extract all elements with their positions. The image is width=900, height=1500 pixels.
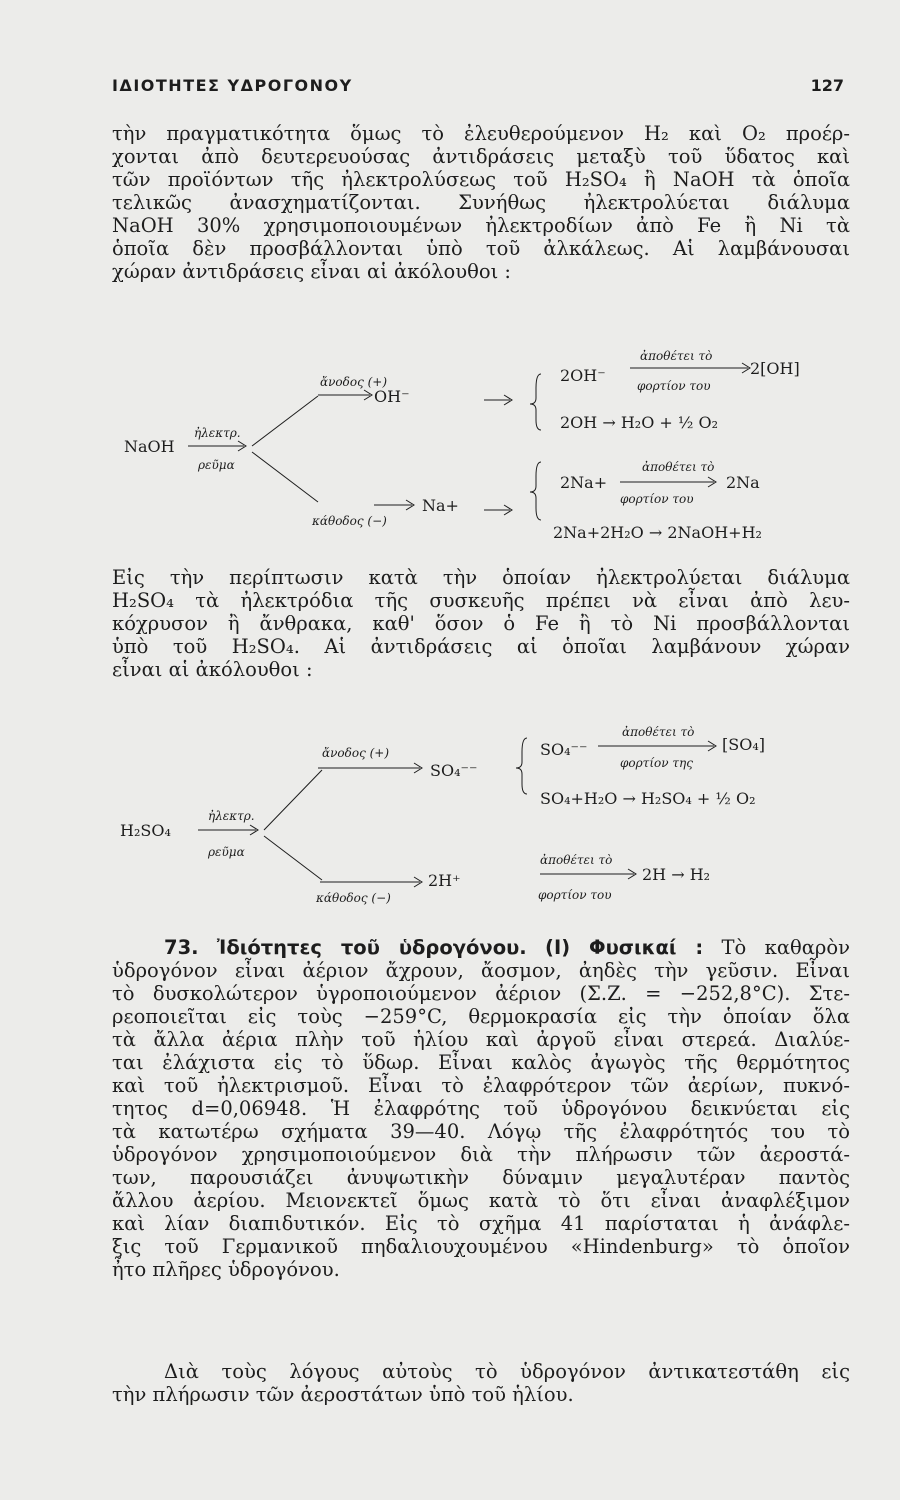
anode-label: ἄνοδος (+): [320, 375, 388, 389]
r3-right: 2H → H₂: [642, 865, 711, 884]
r1-below: φορτίον του: [637, 379, 711, 393]
text-line: ὑπὸ τοῦ H₂SO₄. Αἱ ἀντιδράσεις αἱ ὁποῖαι λαμβάνουν χώραν: [112, 635, 850, 658]
r3-below: φορτίον του: [538, 888, 612, 902]
r1-left: 2OH⁻: [560, 366, 606, 385]
anode-label: ἄνοδος (+): [322, 746, 390, 760]
text-line: ἦτο πλῆρες ὑδρογόνου.: [112, 1258, 340, 1281]
r1-right: 2[OH]: [750, 359, 800, 378]
anode-ion: OH⁻: [374, 387, 410, 406]
text-line: χώραν ἀντιδράσεις εἶναι αἱ ἀκόλουθοι :: [112, 260, 511, 283]
r3-below: φορτίον του: [620, 492, 694, 506]
text-line: εἶναι αἱ ἀκόλουθοι :: [112, 658, 313, 681]
section-heading-line: [112, 936, 850, 959]
arrow-label-bottom: ρεῦμα: [198, 458, 235, 472]
cathode-label: κάθοδος (−): [312, 514, 387, 528]
text-line: τητος d=0,06948. Ἡ ἐλαφρότης τοῦ ὑδρογόνου δεικνύεται εἰς: [112, 1097, 850, 1120]
page-number: 127: [810, 76, 844, 95]
text-line: Διὰ τοὺς λόγους αὐτοὺς τὸ ὑδρογόνον ἀντικατεστάθη εἰς: [164, 1360, 850, 1383]
text-fragment: Τὸ καθαρὸν: [721, 936, 850, 959]
text-line: τῶν προϊόντων τῆς ἠλεκτρολύσεως τοῦ H₂SO₄ ἢ NaOH τὰ ὁποῖα: [112, 168, 850, 191]
r1-right: [SO₄]: [722, 735, 765, 754]
text-line: καὶ τοῦ ἠλεκτρισμοῦ. Εἶναι τὸ ἐλαφρότερον τῶν ἀερίων, πυκνό-: [112, 1074, 850, 1097]
section-73: [112, 936, 850, 1281]
r2: SO₄+H₂O → H₂SO₄ + ½ O₂: [540, 789, 756, 808]
text-line: ὁποῖα δὲν προσβάλλονται ὑπὸ τοῦ ἀλκάλεως. Αἱ λαμβάνουσαι: [112, 237, 850, 260]
text-line: ξις τοῦ Γερμανικοῦ πηδαλιουχουμένου «Hindenburg» τὸ ὁποῖον: [112, 1235, 850, 1258]
arrow-label-bottom: ρεῦμα: [208, 845, 245, 859]
text-line: ρεοποιεῖται εἰς τοὺς −259°C, θερμοκρασία εἰς τὴν ὁποίαν ὅλα: [112, 1005, 850, 1028]
text-line: καὶ λίαν διαπιδυτικόν. Εἰς τὸ σχῆμα 41 παρίσταται ἡ ἀνάφλε-: [112, 1212, 850, 1235]
text-line: H₂SO₄ τὰ ἠλεκτρόδια τῆς συσκευῆς πρέπει νὰ εἶναι ἀπὸ λευ-: [112, 589, 850, 612]
section-heading: Ἰδιότητες τοῦ ὑδρογόνου.: [216, 936, 527, 959]
text-line: Εἰς τὴν περίπτωσιν κατὰ τὴν ὁποίαν ἠλεκτρολύεται διάλυμα: [112, 566, 850, 589]
anode-ion: SO₄⁻⁻: [430, 761, 478, 780]
arrow-label-top: ἠλεκτρ.: [194, 426, 241, 440]
text-line: NaOH 30% χρησιμοποιουμένων ἠλεκτροδίων ἀπὸ Fe ἢ Ni τὰ: [112, 214, 850, 237]
r3-left: 2Na+: [560, 473, 608, 492]
r1-above: ἀποθέτει τὸ: [622, 725, 695, 739]
text-line: των, παρουσιάζει ἀνυψωτικὴν δύναμιν μεγαλυτέραν παντὸς: [112, 1166, 850, 1189]
r3-above: ἀποθέτει τὸ: [642, 460, 715, 474]
text-line: τελικῶς ἀνασχηματίζονται. Συνήθως ἠλεκτρολύεται διάλυμα: [112, 191, 850, 214]
text-line: τὴν πλήρωσιν τῶν ἀεροστάτων ὑπὸ τοῦ ἡλίου.: [112, 1383, 574, 1406]
r1-above: ἀποθέτει τὸ: [640, 349, 713, 363]
paragraph-h2so4: [112, 566, 850, 681]
arrow-label-top: ἠλεκτρ.: [208, 809, 255, 823]
reactant: NaOH: [124, 437, 175, 456]
cathode-label: κάθοδος (−): [316, 891, 391, 905]
r3-right: 2Na: [726, 473, 760, 492]
text-line: τὸ δυσκολώτερον ὑγροποιούμενον ἀέριον (Σ.Ζ. = −252,8°C). Στε-: [112, 982, 850, 1005]
paragraph-closing: [112, 1360, 850, 1406]
cathode-ion: 2H⁺: [428, 871, 461, 890]
text-line: τὴν πραγματικότητα ὅμως τὸ ἐλευθερούμενον H₂ καὶ O₂ προέρ-: [112, 122, 850, 145]
scheme-h2so4: [120, 725, 765, 905]
section-subheading: (I) Φυσικαί :: [545, 936, 704, 959]
text-line: τὰ ἄλλα ἀέρια πλὴν τοῦ ἡλίου καὶ ἀργοῦ εἶναι στερεά. Διαλύε-: [112, 1028, 850, 1051]
running-title: ΙΔΙΟΤΗΤΕΣ ΥΔΡΟΓΟΝΟΥ: [112, 76, 353, 95]
text-line: ἄλλου ἀερίου. Μειονεκτεῖ ὅμως κατὰ τὸ ὅτι εἶναι ἀναφλέξιμον: [112, 1189, 850, 1212]
reactant: H₂SO₄: [120, 821, 171, 840]
scheme-naoh: [124, 349, 800, 542]
r2: 2OH → H₂O + ½ O₂: [560, 413, 719, 432]
text-line: ται ἐλάχιστα εἰς τὸ ὕδωρ. Εἶναι καλὸς ἀγωγὸς τῆς θερμότητος: [112, 1051, 850, 1074]
r4: 2Na+2H₂O → 2NaOH+H₂: [553, 523, 762, 542]
r1-left: SO₄⁻⁻: [540, 740, 588, 759]
text-line: ὑδρογόνον εἶναι ἀέριον ἄχρουν, ἄοσμον, ἀηδὲς τὴν γεῦσιν. Εἶναι: [112, 959, 850, 982]
r1-below: φορτίον της: [620, 756, 693, 770]
text-line: κόχρυσον ἢ ἄνθρακα, καθ' ὅσον ὁ Fe ἢ τὸ Ni προσβάλλονται: [112, 612, 850, 635]
text-line: ὑδρογόνον χρησιμοποιούμενον διὰ τὴν πλήρωσιν τῶν ἀεροστά-: [112, 1143, 850, 1166]
r3-above: ἀποθέτει τὸ: [540, 853, 613, 867]
section-number: 73.: [164, 936, 199, 959]
text-line: τὰ κατωτέρω σχήματα 39—40. Λόγῳ τῆς ἐλαφρότητός του τὸ: [112, 1120, 850, 1143]
text-line: χονται ἀπὸ δευτερευούσας ἀντιδράσεις μεταξὺ τοῦ ὕδατος καὶ: [112, 145, 850, 168]
cathode-ion: Na+: [422, 496, 459, 515]
